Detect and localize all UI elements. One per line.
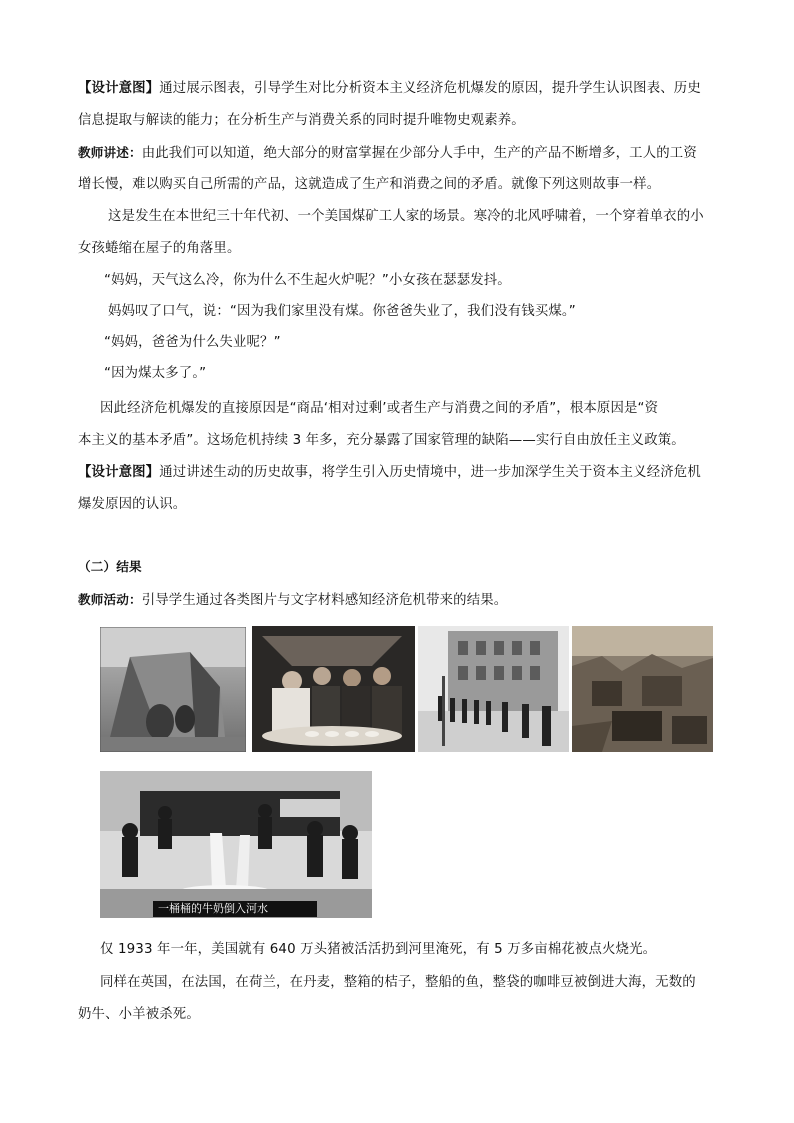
- photo-milk-dumping: [100, 771, 372, 918]
- teacher-narration-paragraph: [78, 143, 728, 164]
- photo-migrant-tent: [100, 627, 246, 752]
- photo-soup-kitchen: [252, 626, 415, 752]
- photo-unemployment-line: [418, 626, 569, 752]
- teacher-activity-paragraph: [78, 590, 728, 611]
- teacher-narration-line2: 增长慢，难以购买自己所需的产品，这就造成了生产和消费之间的矛盾。就像下列这则故事一样。: [78, 177, 661, 192]
- teacher-activity-text: 引导学生通过各类图片与文字材料感知经济危机带来的结果。: [141, 593, 508, 608]
- photo-shanty-town: [572, 626, 713, 752]
- cause-line-2: 本主义的基本矛盾”。这场危机持续 3 年多，充分暴露了国家管理的缺陷——实行自由放任主义政策。: [78, 433, 685, 448]
- teacher-narration-text: 由此我们可以知道，绝大部分的财富掌握在少部分人手中，生产的产品不断增多，工人的工资: [141, 146, 697, 161]
- design-intent-text-line2: 信息提取与解读的能力；在分析生产与消费关系的同时提升唯物史观素养。: [78, 113, 525, 128]
- dialog-line-3: “妈妈，爸爸为什么失业呢？”: [104, 335, 281, 350]
- story-line-1: 这是发生在本世纪三十年代初、一个美国煤矿工人家的场景。寒冷的北风呼啸着，一个穿着单衣的小: [108, 209, 704, 224]
- design-intent-text: 通过展示图表，引导学生对比分析资本主义经济危机爆发的原因，提升学生认识图表、历史: [159, 81, 701, 96]
- dialog-line-4: “因为煤太多了。”: [104, 366, 207, 381]
- result-line-2: 同样在英国，在法国，在荷兰，在丹麦，整箱的桔子，整船的鱼，整袋的咖啡豆被倒进大海，无数的: [100, 975, 696, 990]
- photo-caption: 一桶桶的牛奶倒入河水: [153, 901, 317, 917]
- teacher-activity-label: 教师活动：: [78, 592, 142, 607]
- section-heading: （二）结果: [78, 559, 142, 574]
- design-intent-text-2: 通过讲述生动的历史故事，将学生引入历史情境中，进一步加深学生关于资本主义经济危机: [159, 465, 701, 480]
- result-line-3: 奶牛、小羊被杀死。: [78, 1007, 200, 1022]
- story-line-2: 女孩蜷缩在屋子的角落里。: [78, 241, 241, 256]
- design-intent-label: 【设计意图】: [78, 81, 160, 96]
- teacher-narration-label: 教师讲述：: [78, 145, 142, 160]
- dialog-line-1: “妈妈，天气这么冷，你为什么不生起火炉呢？”小女孩在瑟瑟发抖。: [104, 273, 511, 288]
- design-intent-2-line2: 爆发原因的认识。: [78, 497, 187, 512]
- design-intent-paragraph-1: [78, 79, 728, 99]
- result-line-1: 仅 1933 年一年，美国就有 640 万头猪被活活扔到河里淹死，有 5 万多亩棉花被点火烧光。: [100, 942, 657, 957]
- dialog-line-2: 妈妈叹了口气，说：“因为我们家里没有煤。你爸爸失业了，我们没有钱买煤。”: [108, 304, 576, 319]
- design-intent-paragraph-2: [78, 463, 728, 483]
- design-intent-label-2: 【设计意图】: [78, 465, 160, 480]
- cause-line-1: 因此经济危机爆发的直接原因是“商品‘相对过剩’或者生产与消费之间的矛盾”，根本原因是“资: [100, 401, 659, 416]
